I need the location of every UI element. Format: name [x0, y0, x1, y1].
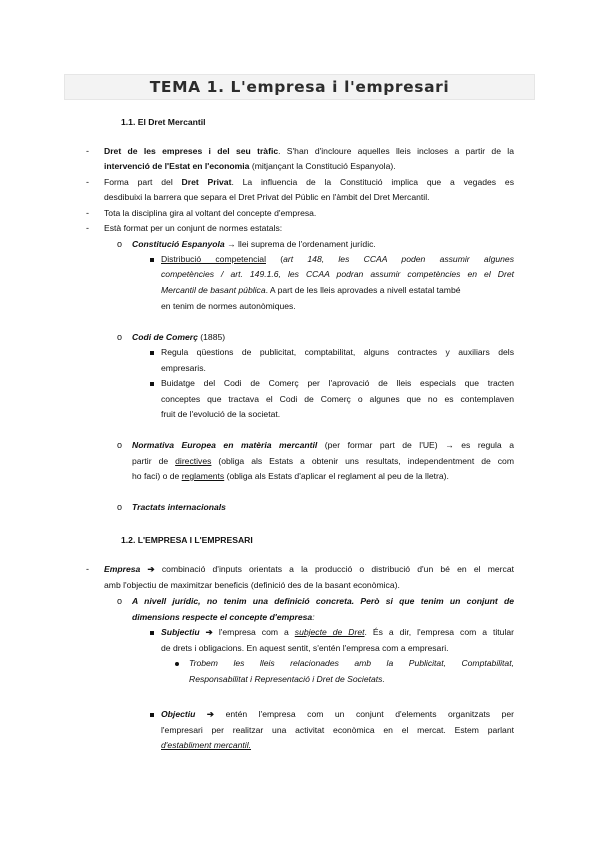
- dash-bullet: -: [86, 223, 89, 233]
- paragraph-line: Dret de les empreses i del seu tràfic. S'han d'incloure aquelles lleis incloses a partir de la: [104, 146, 514, 156]
- paragraph-line: Normativa Europea en matèria mercantil (per formar part de l'UE) → es regula a: [132, 440, 515, 450]
- paragraph-line: Codi de Comerç (1885): [132, 332, 226, 342]
- paragraph-line: Forma part del Dret Privat. La influencia de la Constitució implica que a vegades es: [104, 177, 514, 187]
- paragraph-line: intervenció de l'Estat en l'economia (mitjançant la Constitució Espanyola).: [104, 161, 396, 171]
- dash-bullet: -: [86, 208, 89, 218]
- paragraph-line: Mercantil de basant pública. A part de les lleis aprovades a nivell estatal també: [161, 285, 461, 295]
- square-bullet: [150, 713, 154, 717]
- paragraph-line: Tractats internacionals: [132, 502, 226, 512]
- section-heading-2: 1.2. L'EMPRESA I L'EMPRESARI: [121, 535, 253, 545]
- paragraph-line: d'establiment mercantil.: [161, 740, 252, 750]
- paragraph-line: ho faci) o de reglaments (obliga als Estats d'aplicar el reglament al peu de la lletra).: [132, 471, 449, 481]
- circle-bullet: o: [117, 502, 123, 512]
- title-box: [64, 74, 535, 100]
- circle-bullet: o: [117, 332, 123, 342]
- circle-bullet: o: [117, 596, 123, 606]
- paragraph-line: Subjectiu ➔ l'empresa com a subjecte de Dret. És a dir, l'empresa com a titular: [161, 627, 514, 637]
- paragraph-line: Regula qüestions de publicitat, comptabilitat, alguns contractes y auxiliars dels: [161, 347, 514, 357]
- dash-bullet: -: [86, 177, 89, 187]
- section-heading-1: 1.1. El Dret Mercantil: [121, 117, 206, 127]
- dot-bullet: [175, 662, 179, 666]
- circle-bullet: o: [117, 440, 123, 450]
- paragraph-line: Buidatge del Codi de Comerç per l'aprovació de lleis especials que tracten: [161, 378, 514, 388]
- circle-bullet: o: [117, 239, 123, 249]
- paragraph-line: competències / art. 149.1.6, les CCAA podran assumir competències en el Dret: [161, 269, 514, 279]
- paragraph-line: A nivell jurídic, no tenim una definició concreta. Però si que tenim un conjunt de: [132, 596, 514, 606]
- paragraph-line: Responsabilitat i Representació i Dret de Societats.: [189, 674, 385, 684]
- paragraph-line: dimensions respecte el concepte d'empresa:: [132, 612, 315, 622]
- paragraph-line: Empresa ➔ combinació d'inputs orientats a la producció o distribució d'un bé en el mercat: [104, 564, 514, 574]
- dash-bullet: -: [86, 564, 89, 574]
- dash-bullet: -: [86, 146, 89, 156]
- square-bullet: [150, 631, 154, 635]
- square-bullet: [150, 382, 154, 386]
- paragraph-line: Constitució Espanyola → llei suprema de l'ordenament jurídic.: [132, 239, 376, 249]
- paragraph-line: Objectiu ➔ entén l'empresa com un conjunt d'elements organitzats per: [161, 709, 514, 719]
- paragraph-line: amb l'objectiu de maximitzar beneficis (definició des de la basant econòmica).: [104, 580, 400, 590]
- paragraph-line: Distribució competencial (art 148, les CCAA poden assumir algunes: [161, 254, 514, 264]
- paragraph-line: en tenim de normes autonòmiques.: [161, 301, 296, 311]
- paragraph-line: Tota la disciplina gira al voltant del concepte d'empresa.: [104, 208, 317, 218]
- paragraph-line: conceptes que tractava el Codi de Comerç o algunes que no es contemplaven: [161, 394, 514, 404]
- square-bullet: [150, 351, 154, 355]
- paragraph-line: Està format per un conjunt de normes estatals:: [104, 223, 283, 233]
- paragraph-line: partir de directives (obliga als Estats a obtenir uns resultats, independentment de com: [132, 456, 514, 466]
- page-title: TEMA 1. L'empresa i l'empresari: [149, 78, 450, 96]
- paragraph-line: l'empresari per realitzar una activitat econòmica en el mercat. Estem parlant: [161, 725, 514, 735]
- paragraph-line: desdibuixi la barrera que separa el Dret Privat del Públic en l'àmbit del Dret Mercantil.: [104, 192, 430, 202]
- paragraph-line: fruit de l'evolució de la societat.: [161, 409, 281, 419]
- paragraph-line: Trobem les lleis relacionades amb la Publicitat, Comptabilitat,: [189, 658, 514, 668]
- paragraph-line: de drets i obligacions. En aquest sentit, s'entén l'empresa com a empresari.: [161, 643, 449, 653]
- paragraph-line: empresaris.: [161, 363, 206, 373]
- square-bullet: [150, 258, 154, 262]
